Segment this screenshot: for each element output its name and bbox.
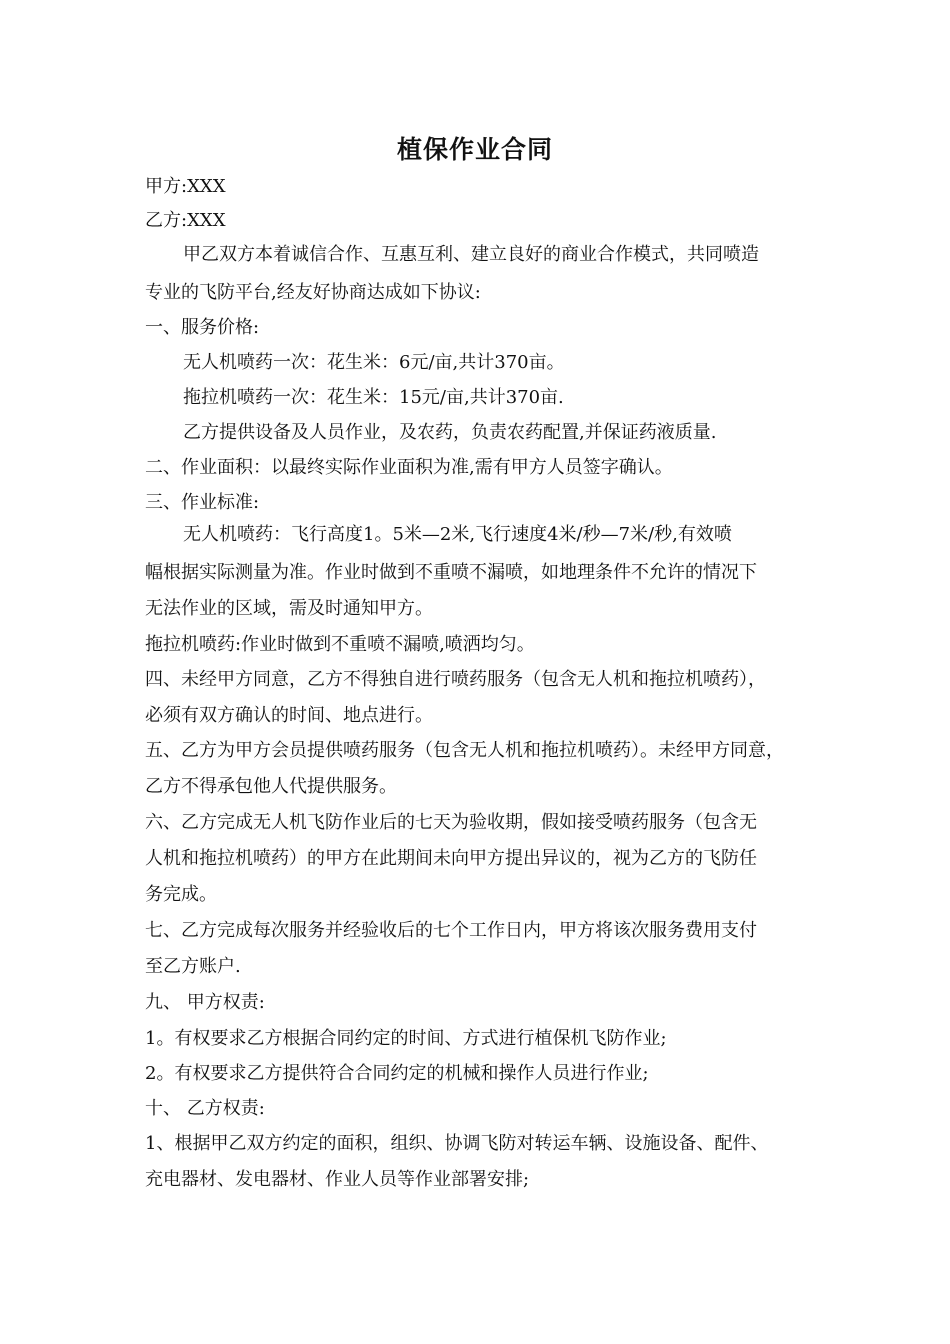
party-a: 甲方:XXX — [145, 176, 226, 197]
party-b: 乙方:XXX — [145, 210, 226, 231]
standard-drone-line-3: 无法作业的区域，需及时通知甲方。 — [145, 598, 433, 619]
price-note: 乙方提供设备及人员作业，及农药，负责农药配置,并保证药液质量. — [183, 422, 717, 443]
preamble-line-2: 专业的飞防平台,经友好协商达成如下协议: — [145, 282, 481, 303]
party-a-right-2: 2。有权要求乙方提供符合合同约定的机械和操作人员进行作业; — [145, 1063, 649, 1084]
clause-6-line-2: 人机和拖拉机喷药）的甲方在此期间未向甲方提出异议的，视为乙方的飞防任 — [145, 848, 757, 869]
preamble-line-1: 甲乙双方本着诚信合作、互惠互利、建立良好的商业合作模式，共同喷造 — [183, 244, 759, 265]
section-area: 二、作业面积：以最终实际作业面积为准,需有甲方人员签字确认。 — [145, 457, 673, 478]
section-heading-standard: 三、作业标准: — [145, 492, 260, 513]
clause-4-line-2: 必须有双方确认的时间、地点进行。 — [145, 705, 433, 726]
standard-tractor: 拖拉机喷药:作业时做到不重喷不漏喷,喷洒均匀。 — [145, 634, 535, 655]
section-heading-party-b-rights: 十、 乙方权责: — [145, 1098, 265, 1119]
clause-6-line-3: 务完成。 — [145, 884, 217, 905]
section-heading-party-a-rights: 九、 甲方权责: — [145, 992, 265, 1013]
page-title: 植保作业合同 — [396, 135, 553, 164]
clause-7-line-2: 至乙方账户. — [145, 956, 241, 977]
clause-4-line-1: 四、未经甲方同意，乙方不得独自进行喷药服务（包含无人机和拖拉机喷药）， — [145, 669, 766, 690]
standard-drone-line-2: 幅根据实际测量为准。作业时做到不重喷不漏喷，如地理条件不允许的情况下 — [145, 562, 757, 583]
standard-drone-line-1: 无人机喷药：飞行高度1。5米—2米,飞行速度4米/秒—7米/秒,有效喷 — [183, 524, 732, 545]
clause-5-line-2: 乙方不得承包他人代提供服务。 — [145, 776, 397, 797]
party-b-right-1-line-2: 充电器材、发电器材、作业人员等作业部署安排; — [145, 1169, 530, 1190]
party-b-right-1-line-1: 1、根据甲乙双方约定的面积，组织、协调飞防对转运车辆、设施设备、配件、 — [145, 1133, 769, 1154]
clause-6-line-1: 六、乙方完成无人机飞防作业后的七天为验收期，假如接受喷药服务（包含无 — [145, 812, 757, 833]
clause-7-line-1: 七、乙方完成每次服务并经验收后的七个工作日内，甲方将该次服务费用支付 — [145, 920, 757, 941]
price-drone: 无人机喷药一次：花生米：6元/亩,共计370亩。 — [183, 352, 565, 373]
clause-5-line-1: 五、乙方为甲方会员提供喷药服务（包含无人机和拖拉机喷药）。未经甲方同意， — [145, 740, 784, 761]
section-heading-price: 一、服务价格: — [145, 317, 260, 338]
party-a-right-1: 1。有权要求乙方根据合同约定的时间、方式进行植保机飞防作业; — [145, 1028, 667, 1049]
price-tractor: 拖拉机喷药一次：花生米：15元/亩,共计370亩. — [183, 387, 564, 408]
